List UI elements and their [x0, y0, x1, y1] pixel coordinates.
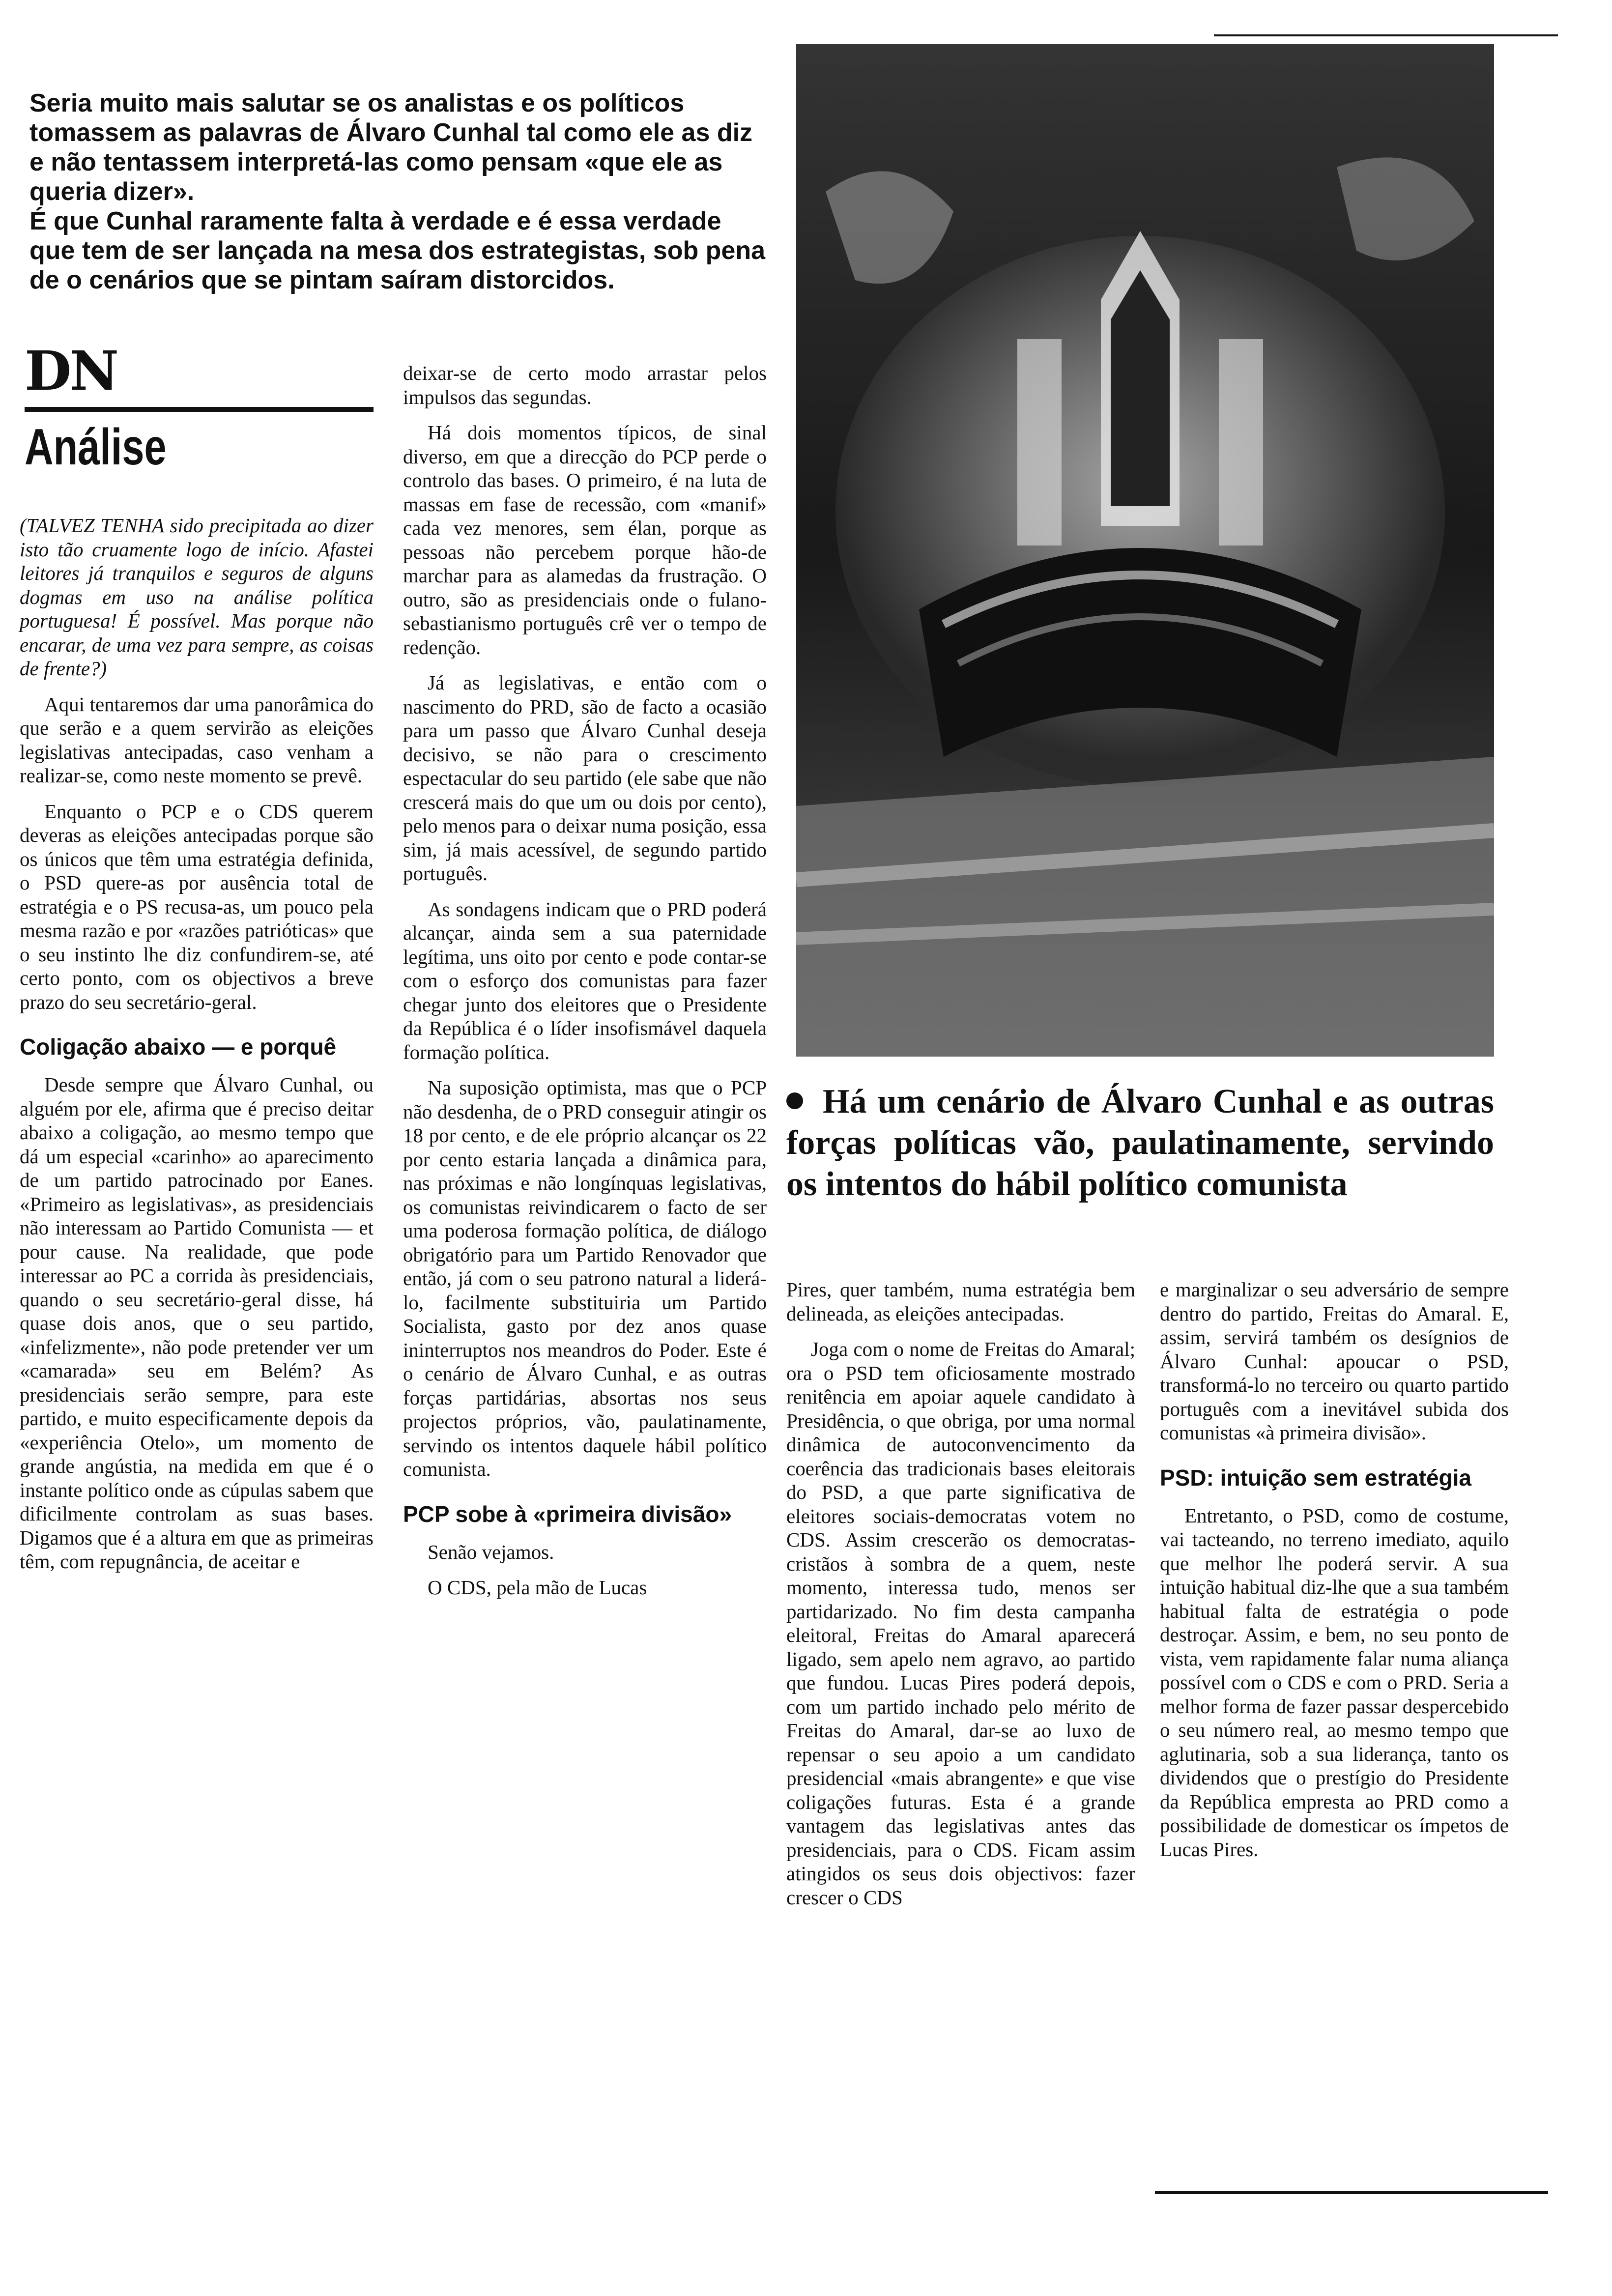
- masthead: [25, 339, 369, 477]
- body-paragraph: Pires, quer também, numa estratégia bem delineada, as eleições antecipadas.: [786, 1278, 1135, 1325]
- body-paragraph: Desde sempre que Álvaro Cunhal, ou alguém por ele, afirma que é preciso deitar abaixo a coligação, ao mesmo tempo que dá um especial «carinho» ao aparecimento de um partido patrocinado por Eanes. «Primeiro as legislativas», as presidenciais não interessam ao Partido Comunista — et pour cause. Na realidade, que pode interessar ao PC a corrida às presidenciais, quando o seu secretário-geral disse, há quase dois anos, que o seu partido, «infelizmente», não pode pretender ver um «camarada» seu em Belém? As presidenciais serão sempre, para este partido, e muito especificamente depois da «experiência Otelo», um momento de grande angústia, na medida em que é o instante político onde as cúpulas sabem que dificilmente controlam as suas bases. Digamos que é a altura em que as primeiras têm, com repugnância, de aceitar e: [20, 1073, 374, 1573]
- article-column-3: [786, 1278, 1135, 1921]
- body-paragraph: Joga com o nome de Freitas do Amaral; ora o PSD tem oficiosamente mostrado renitência em apoiar aquele candidato à Presidência, o que obriga, por uma normal dinâmica de autoconvencimento da coerência das tradicionais bases eleitorais do PSD, a que parte significativa de eleitores sociais-democratas votem no CDS. Assim crescerão os democratas-cristãos à sombra de a quem, neste momento, interessa tudo, menos ser partidarizado. No fim desta campanha eleitoral, Freitas do Amaral aparecerá ligado, sem apelo nem agravo, ao partido que fundou. Lucas Pires poderá depois, com um partido inchado pelo mérito de Freitas do Amaral, dar-se ao luxo de repensar o seu apoio a um candidato presidencial «mais abrangente» e que vise coligações futuras. Esta é a grande vantagem das legislativas antes das presidenciais, para o CDS. Ficam assim atingidos os seus dois objectivos: fazer crescer o CDS: [786, 1338, 1135, 1909]
- body-paragraph: Entretanto, o PSD, como de costume, vai tacteando, no terreno imediato, aquilo que melhor lhe poderá servir. A sua intuição habitual diz-lhe que a sua também habitual falta de estratégia o pode destroçar. Assim, e bem, no seu ponto de vista, vem rapidamente falar numa aliança possível com o CDS e com o PRD. Seria a melhor forma de fazer passar despercebido o seu número real, ao mesmo tempo que aglutinaria, sob a sua liderança, tanto os dividendos que o prestígio do Presidente da República empresta ao PRD como a possibilidade de domesticar os ímpetos de Lucas Pires.: [1160, 1504, 1509, 1861]
- body-paragraph: As sondagens indicam que o PRD poderá alcançar, ainda sem a sua paternidade legítima, uns oito por cento e pode contar-se com o esforço dos comunistas para fazer chegar junto dos eleitores que o Presidente da República é o líder insofismável daquela formação política.: [403, 897, 767, 1063]
- bottom-rule: [1155, 2191, 1548, 2194]
- body-paragraph: Enquanto o PCP e o CDS querem deveras as eleições antecipadas porque são os únicos que têm uma estratégia definida, o PSD quere-as por ausência total de estratégia e o PS recusa-as, um pouco pela mesma razão e por «razões patrióticas» que o seu instinto lhe diz confundirem-se, até certo ponto, com os objectivos a breve prazo do seu secretário-geral.: [20, 800, 374, 1013]
- article-column-1: [20, 514, 374, 1585]
- intro-paragraph: (TALVEZ TENHA sido precipitada ao dizer isto tão cruamente logo de início. Afastei leitores já tranquilos e seguros de alguns dogmas em uso na análise política portuguesa! É possível. Mas porque não encarar, de uma vez para sempre, as coisas de frente?): [20, 514, 374, 680]
- body-paragraph: Senão vejamos.: [428, 1540, 554, 1563]
- lead-paragraph-1: Seria muito mais salutar se os analistas e os políticos tomassem as palavras de Álvaro Cunhal tal como ele as diz e não tentassem interpretá-las como pensam «que ele as queria dizer».: [29, 89, 753, 206]
- body-paragraph: e marginalizar o seu adversário de sempre dentro do partido, Freitas do Amaral. E, assim, servirá também os desígnios de Álvaro Cunhal: apoucar o PSD, transformá-lo no terceiro ou quarto partido português com a inevitável subida dos comunistas «à primeira divisão».: [1160, 1278, 1509, 1444]
- article-column-2: [403, 361, 767, 1611]
- body-paragraph: Há dois momentos típicos, de sinal diverso, em que a direcção do PCP perde o controlo das bases. O primeiro, é na luta de massas em fase de recessão, com «manif» cada vez menores, sem élan, porque as pessoas não percebem porque hão-de marchar para as alamedas da frustração. O outro, são as presidenciais onde o fulano-sebastianismo português crê ver o tempo de redenção.: [403, 421, 767, 659]
- dn-logo: DN: [25, 339, 117, 402]
- body-paragraph: Aqui tentaremos dar uma panorâmica do que serão e a quem servirão as eleições legislativas antecipadas, caso venham a realizar-se, como neste momento se prevê.: [20, 692, 374, 787]
- lead-text: [29, 88, 767, 295]
- lead-paragraph-2: É que Cunhal raramente falta à verdade e é essa verdade que tem de ser lançada na mesa dos estrategistas, sob pena de o cenários que se pintam saíram distorcidos.: [29, 207, 766, 294]
- body-paragraph: O CDS, pela mão de Lucas: [428, 1576, 647, 1599]
- parliament-photo-illustration: [796, 44, 1494, 1057]
- masthead-rule: [25, 407, 374, 412]
- pull-quote: [786, 1081, 1494, 1205]
- body-paragraph: Na suposição optimista, mas que o PCP não desdenha, de o PRD conseguir atingir os 18 por cento, e de ele próprio alcançar os 22 por cento estaria lançada a dinâmica para, nas próximas e não longínquas legislativas, os comunistas reivindicarem o facto de ser uma poderosa formação política, de diálogo obrigatório para um Partido Renovador que então, já com o seu patrono natural a liderá-lo, facilmente substituiria um Partido Socialista, gasto por dez anos quase ininterruptos nos meandros do Poder. Este é o cenário de Álvaro Cunhal, e as outras forças partidárias, absortas nos seus projectos próprios, vão, paulatinamente, servindo os intentos daquele hábil político comunista.: [403, 1076, 767, 1480]
- pull-quote-text: Há um cenário de Álvaro Cunhal e as outras forças políticas vão, paulatinamente, servindo os intentos do hábil político comunista: [786, 1083, 1494, 1203]
- bullet-icon: [786, 1092, 803, 1109]
- body-paragraph: deixar-se de certo modo arrastar pelos impulsos das segundas.: [403, 362, 767, 408]
- top-rule: [1214, 34, 1558, 36]
- article-photo: [796, 44, 1494, 1057]
- article-column-4: [1160, 1278, 1509, 1873]
- subheading-coligacao: Coligação abaixo — e porquê: [20, 1034, 337, 1060]
- body-paragraph: Já as legislativas, e então com o nascimento do PRD, são de facto a ocasião para um passo que Álvaro Cunhal deseja decisivo, se não para o crescimento espectacular do seu partido (ele sabe que não crescerá mais do que um ou dois por cento), pelo menos para o deixar numa posição, essa sim, já mais acessível, de segundo partido português.: [403, 671, 767, 885]
- subheading-pcp: PCP sobe à «primeira divisão»: [403, 1501, 732, 1527]
- subheading-psd: PSD: intuição sem estratégia: [1160, 1464, 1471, 1491]
- section-title: Análise: [25, 419, 167, 476]
